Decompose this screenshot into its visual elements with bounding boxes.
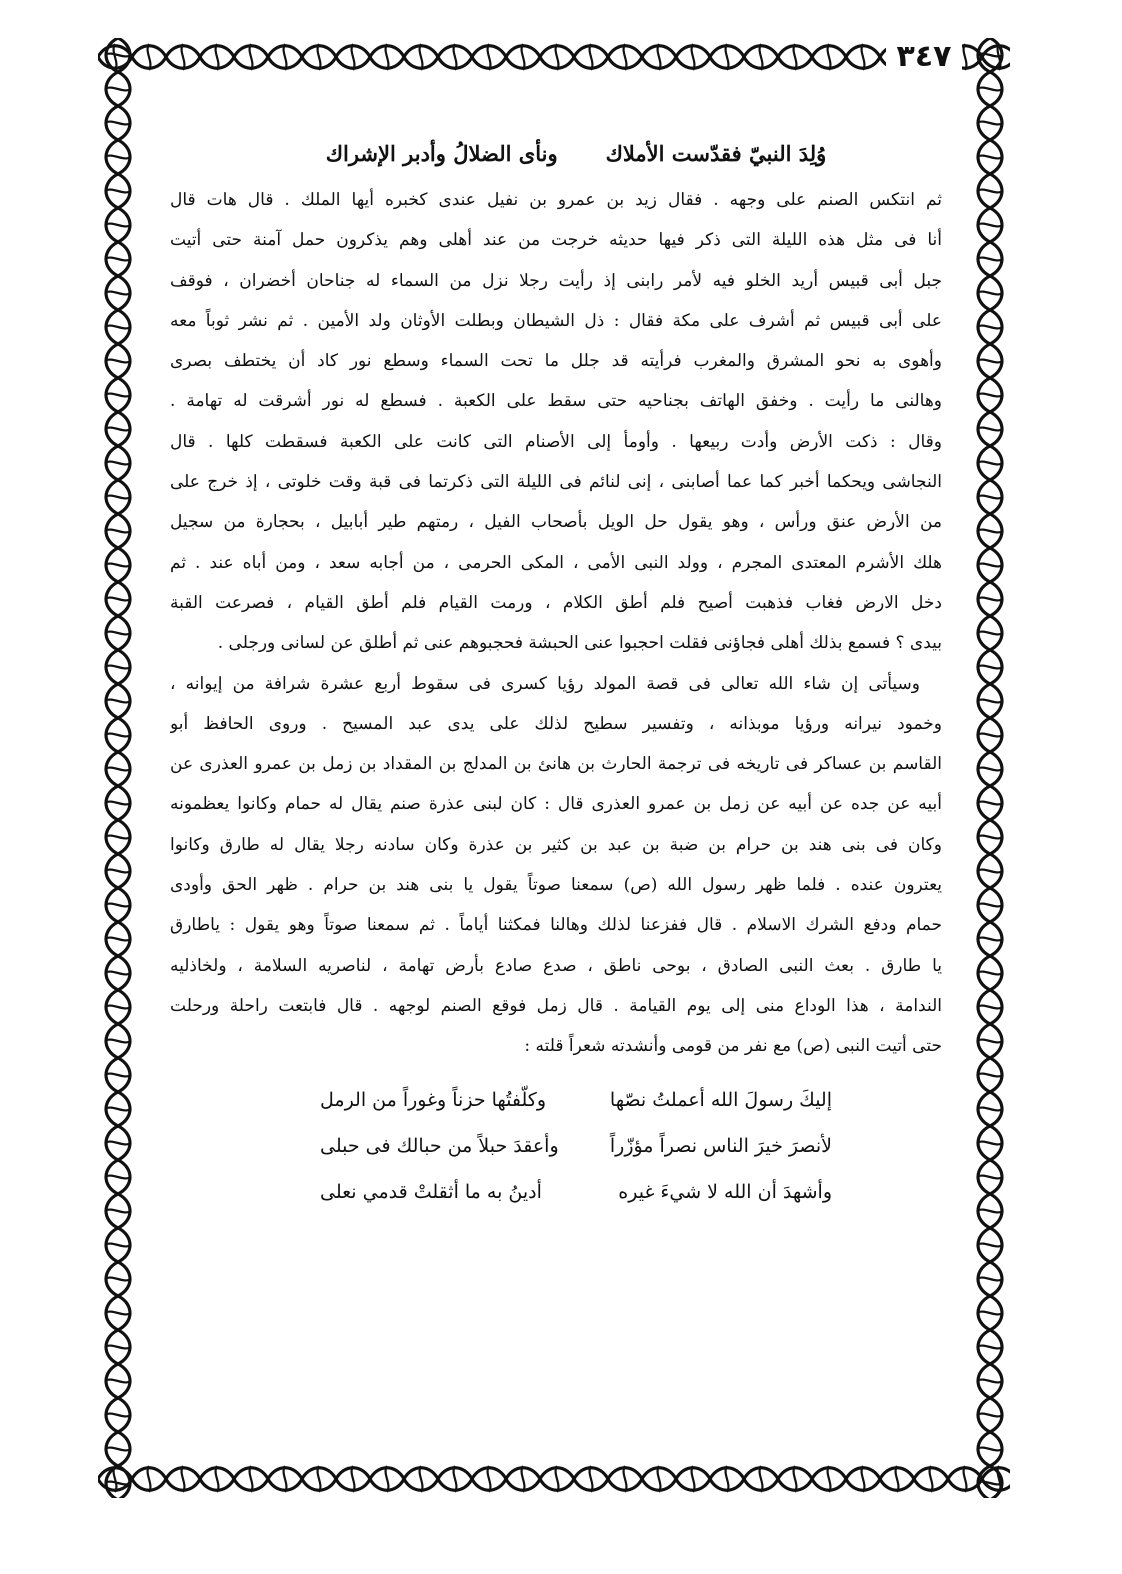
text-line: يعترون عنده . فلما ظهر رسول الله (ص) سمعنا صوتاً يقول يا بنى هند بن حرام . ظهر الحق وأودى (170, 875, 942, 896)
page-number: ٣٤٧ (886, 38, 962, 76)
text-line: حمام ودفع الشرك الاسلام . قال ففزعنا لذلك وهالنا فمكثنا أياماً . ثم سمعنا صوتاً وهو يقول : ياطارق (170, 915, 942, 936)
text-line: وأهوى به نحو المشرق والمغرب فرأيته قد جلل ما تحت السماء وسطع نور كاد أن يختطف بصرى (170, 351, 942, 372)
text-line: وخمود نيرانه ورؤيا موبذانه ، وتفسير سطيح لذلك على يدى عبد المسيح . وروى الحافظ أبو (170, 713, 942, 734)
text-line: جبل أبى قبيس أريد الخلو فيه لأمر رابنى إذ رأيت رجلا نزل من السماء له جناحان أخضران ، فوقف (170, 270, 942, 291)
poem-verse (320, 1123, 832, 1169)
right-border-ornament (970, 38, 1010, 1498)
title-verse (170, 132, 942, 180)
poem-left-hemistich: أدينُ به ما أثقلتْ قدمي نعلى (320, 1180, 542, 1203)
text-line: يا طارق . بعث النبى الصادق ، بوحى ناطق ، صدع صادع بأرض تهامة ، لناصريه السلامة ، ولخاذليه (170, 955, 942, 976)
text-line: أنا فى مثل هذه الليلة التى ذكر فيها حديثه خرجت من عند أهلى وهم يذكرون حمل آمنة حتى أتيت (170, 230, 942, 251)
poem-right-hemistich: إليكَ رسولَ الله أعملتُ نصّها (609, 1088, 832, 1111)
page-content (170, 132, 942, 1452)
poem-left-hemistich: وكلّفتُها حزناً وغوراً من الرمل (320, 1088, 547, 1111)
title-verse-left-hemistich: ونأى الضلالُ وأدبر الإشراك (325, 141, 558, 166)
text-line: دخل الارض فغاب فذهبت أصيح فلم أطق الكلام ، ورمت القيام فلم أطق القيام ، فصرعت القبة (170, 592, 942, 613)
text-line: هلك الأشرم المعتدى المجرم ، وولد النبى الأمى ، المكى الحرمى ، من أجابه سعد ، ومن أباه عند . ثم (170, 552, 942, 573)
text-line: ثم انتكس الصنم على وجهه . فقال زيد بن عمرو بن نفيل عندى كخبره أيها الملك . قال هات قال (170, 190, 942, 210)
poem (170, 1077, 942, 1215)
text-line: الندامة ، هذا الوداع منى إلى يوم القيامة . قال زمل فوقع الصنم لوجهه . قال فابتعت راحلة ورحلت (170, 995, 942, 1016)
title-verse-right-hemistich: وُلِدَ النبيّ فقدّست الأملاك (605, 141, 827, 166)
text-line: أبيه عن جده عن أبيه عن زمل بن عمرو العذرى قال : كان لبنى عذرة صنم يقال له حمام وكانوا يعظمونه (170, 794, 942, 815)
poem-verse (320, 1077, 832, 1123)
poem-right-hemistich: وأشهدَ أن الله لا شيءَ غيره (618, 1180, 832, 1203)
text-line: وقال : ذكت الأرض وأدت ربيعها . وأومأ إلى الأصنام التى كانت على الكعبة فسقطت كلها . قال (170, 431, 942, 452)
text-line: وكان فى بنى هند بن حرام بن ضبة بن عبد بن كثير بن عذرة وكان سادنه رجلا يقال له طارق وكانوا (170, 834, 942, 855)
poem-right-hemistich: لأنصرَ خيرَ الناس نصراً مؤزّراً (609, 1134, 832, 1157)
text-line: حتى أتيت النبى (ص) مع نفر من قومى وأنشدته شعراً قلته : (524, 1036, 942, 1057)
poem-verse (320, 1169, 832, 1215)
text-line: القاسم بن عساكر فى تاريخه فى ترجمة الحارث بن هانئ بن المدلج بن المقداد بن زمل بن عمرو العذرى عن (170, 754, 942, 775)
poem-left-hemistich: وأعقدَ حبلاً من حبالك فى حبلى (320, 1134, 559, 1157)
text-line: النجاشى ويحكما أخبر كما عما أصابنى ، إنى لنائم فى الليلة التى ذكرتما فى قبة وقت خلوتى ، إذ خرج على (170, 472, 942, 493)
left-border-ornament (98, 38, 138, 1498)
text-line: وهالنى ما رأيت . وخفق الهاتف بجناحيه حتى سقط على الكعبة . فسطع له نور أشرقت له تهامة . (170, 391, 942, 412)
text-line: على أبى قبيس ثم أشرف على مكة فقال : ذل الشيطان وبطلت الأوثان ولد الأمين . ثم نشر ثوباً معه (170, 310, 942, 331)
text-line: وسيأتى إن شاء الله تعالى فى قصة المولد رؤيا كسرى فى سقوط أربع عشرة شرافة من إيوانه ، (170, 673, 920, 694)
top-border-ornament (98, 38, 1010, 76)
text-line: بيدى ؟ فسمع بذلك أهلى فجاؤنى فقلت احجبوا عنى الحبشة فحجبوهم عنى ثم أطلق عن لسانى ورجلى . (217, 633, 942, 654)
text-line: من الأرض عنق ورأس ، وهو يقول حل الويل بأصحاب الفيل ، رمتهم طير أبابيل ، بحجارة من سجيل (170, 512, 942, 533)
bottom-border-ornament (98, 1460, 1010, 1498)
prose-text (170, 180, 942, 1067)
